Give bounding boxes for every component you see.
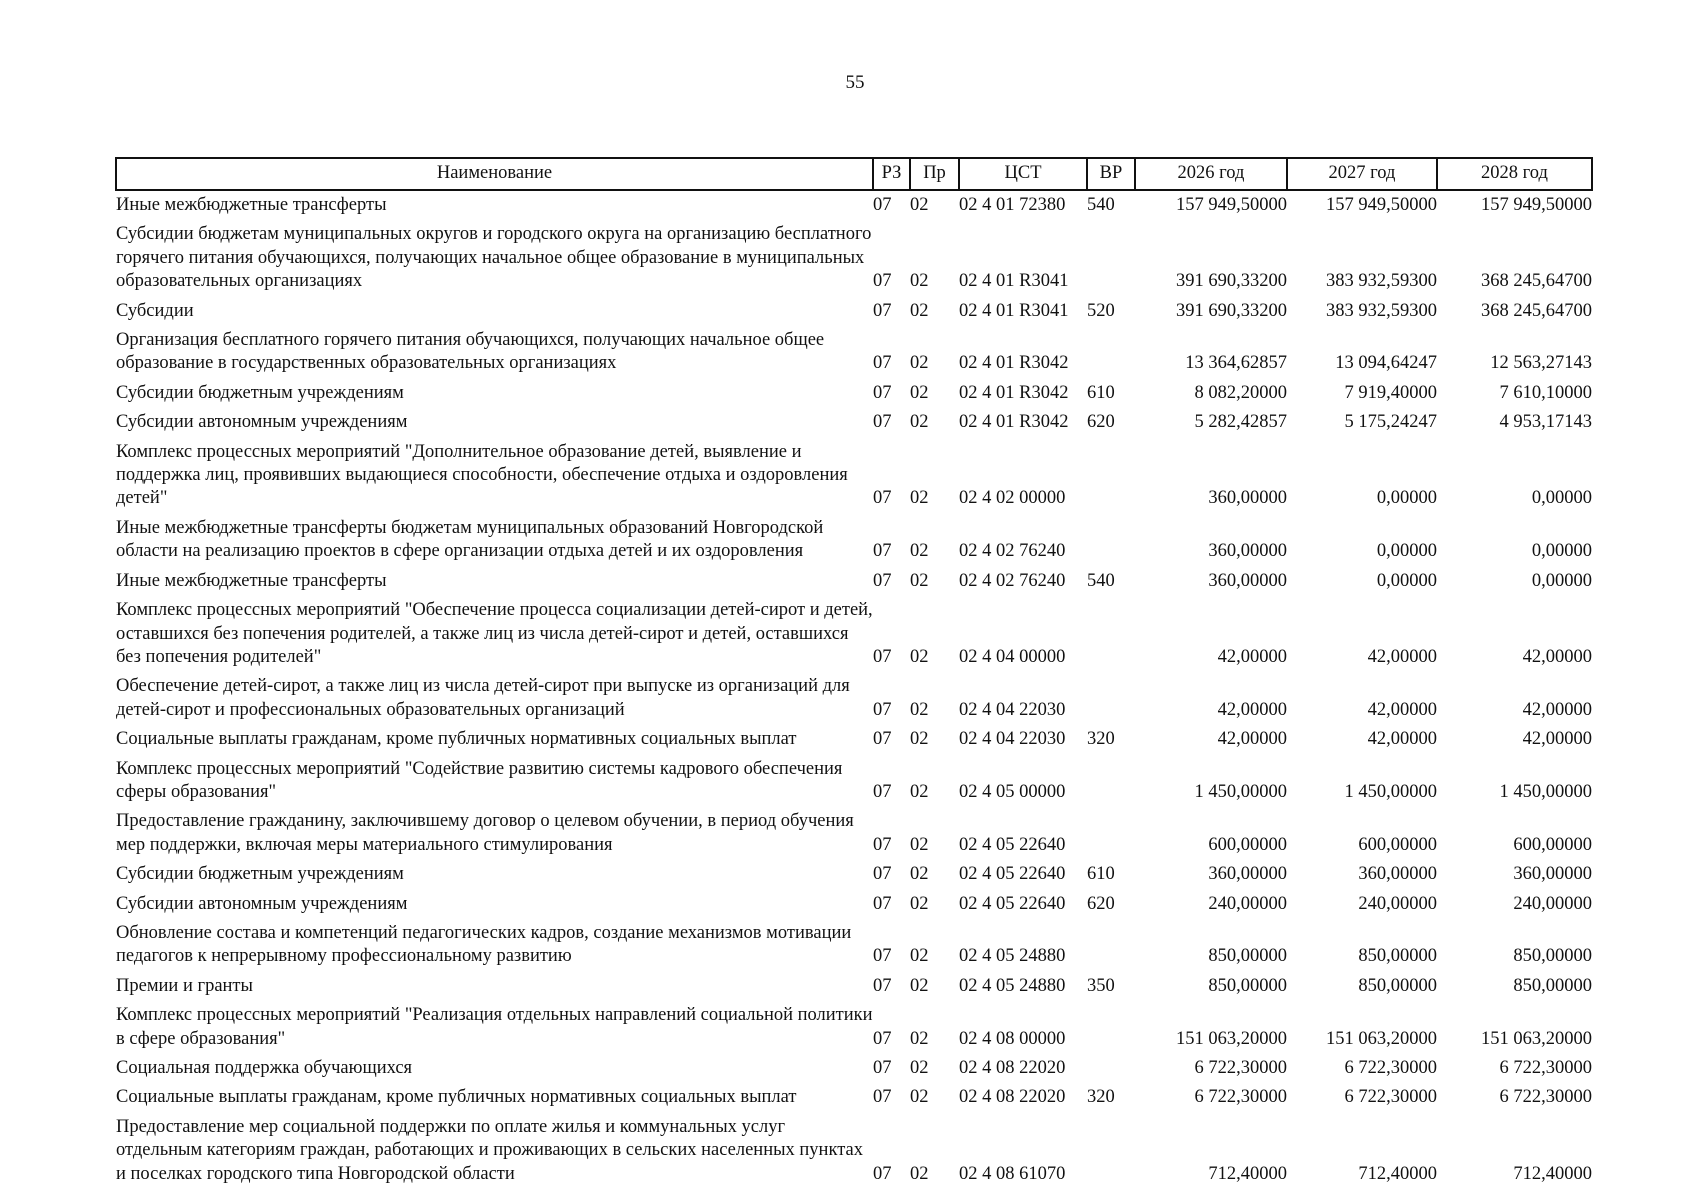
cell-2027: 0,00000	[1376, 488, 1437, 509]
cell-rz: 07	[873, 1028, 892, 1049]
cell-name: Субсидии автономным учреждениям	[116, 893, 408, 914]
cell-cst: 02 4 01 R3041	[959, 300, 1069, 321]
cell-vr	[1087, 517, 1135, 570]
table-row	[116, 223, 1592, 299]
cell-pr: 02	[910, 195, 929, 215]
cell-rz: 07	[873, 834, 892, 855]
header-2028: 2028 год	[1437, 158, 1592, 190]
cell-pr: 02	[910, 412, 929, 433]
cell-rz: 07	[873, 975, 892, 996]
cell-2028: 360,00000	[1513, 864, 1592, 885]
cell-2028: 600,00000	[1513, 834, 1592, 855]
table-row	[116, 1057, 1592, 1086]
cell-2028: 42,00000	[1522, 729, 1592, 750]
cell-2026: 151 063,20000	[1176, 1028, 1287, 1049]
cell-vr: 520	[1087, 300, 1115, 321]
table-row	[116, 411, 1592, 440]
cell-pr: 02	[910, 353, 929, 374]
table-header	[116, 158, 1592, 190]
cell-2027: 0,00000	[1376, 570, 1437, 591]
cell-2026: 240,00000	[1208, 893, 1287, 914]
cell-2027: 157 949,50000	[1326, 195, 1437, 215]
cell-rz: 07	[873, 1087, 892, 1108]
cell-pr: 02	[910, 1028, 929, 1049]
cell-2028: 157 949,50000	[1481, 195, 1592, 215]
header-pr: Пр	[910, 158, 959, 190]
cell-pr: 02	[910, 975, 929, 996]
cell-2028: 151 063,20000	[1481, 1028, 1592, 1049]
cell-name: Социальная поддержка обучающихся	[116, 1058, 413, 1078]
cell-2027: 42,00000	[1367, 646, 1437, 667]
table-row	[116, 599, 1592, 675]
cell-2027: 6 722,30000	[1344, 1087, 1437, 1108]
header-row	[116, 158, 1592, 190]
cell-cst: 02 4 05 24880	[959, 975, 1066, 996]
cell-vr: 620	[1087, 412, 1115, 433]
table-row	[116, 893, 1592, 922]
table-body	[116, 190, 1592, 1192]
cell-2027: 0,00000	[1376, 541, 1437, 562]
cell-2027: 13 094,64247	[1335, 353, 1437, 374]
cell-2026: 360,00000	[1208, 864, 1287, 885]
cell-name: Премии и гранты	[116, 975, 253, 996]
cell-2026: 6 722,30000	[1194, 1058, 1287, 1078]
cell-2028: 850,00000	[1513, 946, 1592, 967]
table-row	[116, 441, 1592, 517]
cell-name: Комплекс процессных мероприятий "Дополнительное образование детей, выявление и поддержка лиц, проявивших выдающиеся способности, обеспечение отдыха и оздоровления детей"	[116, 441, 848, 509]
cell-cst: 02 4 01 R3042	[959, 412, 1069, 433]
cell-vr: 540	[1087, 195, 1115, 215]
table-row	[116, 329, 1592, 382]
cell-vr	[1087, 441, 1135, 517]
cell-2026: 360,00000	[1208, 570, 1287, 591]
table-row	[116, 922, 1592, 975]
header-2027: 2027 год	[1287, 158, 1437, 190]
cell-2028: 850,00000	[1513, 975, 1592, 996]
cell-2027: 360,00000	[1358, 864, 1437, 885]
cell-rz: 07	[873, 412, 892, 433]
cell-2027: 1 450,00000	[1344, 781, 1437, 802]
cell-2028: 0,00000	[1531, 488, 1592, 509]
cell-name: Предоставление мер социальной поддержки по оплате жилья и коммунальных услуг отдельным категориям граждан, работающих и проживающих в сельских населенных пунктах и поселках городского типа Новгородской области	[116, 1116, 863, 1184]
cell-2027: 240,00000	[1358, 893, 1437, 914]
page-number: 55	[845, 72, 865, 93]
cell-name: Иные межбюджетные трансферты	[116, 195, 387, 215]
cell-2028: 42,00000	[1522, 699, 1592, 720]
table-row	[116, 517, 1592, 570]
cell-2028: 1 450,00000	[1499, 781, 1592, 802]
cell-2027: 383 932,59300	[1326, 300, 1437, 321]
cell-rz: 07	[873, 946, 892, 967]
cell-vr: 320	[1087, 1087, 1115, 1108]
cell-2027: 7 919,40000	[1344, 382, 1437, 403]
cell-rz: 07	[873, 729, 892, 750]
cell-cst: 02 4 05 22640	[959, 893, 1066, 914]
cell-name: Предоставление гражданину, заключившему договор о целевом обучении, в период обучения мер поддержки, включая меры материального стимулирования	[116, 811, 854, 855]
cell-pr: 02	[910, 781, 929, 802]
header-2026: 2026 год	[1135, 158, 1287, 190]
cell-name: Иные межбюджетные трансферты бюджетам муниципальных образований Новгородской области на реализацию проектов в сфере организации отдыха детей и их оздоровления	[116, 517, 824, 562]
cell-name: Комплекс процессных мероприятий "Обеспечение процесса социализации детей-сирот и детей, оставшихся без попечения родителей, а также лиц из числа детей-сирот и детей, оставшихся без попечения родителей"	[116, 600, 873, 667]
cell-vr	[1087, 675, 1135, 728]
cell-pr: 02	[910, 1058, 929, 1078]
cell-rz: 07	[873, 195, 892, 215]
cell-rz: 07	[873, 1058, 892, 1078]
cell-rz: 07	[873, 541, 892, 562]
cell-vr: 350	[1087, 975, 1115, 996]
cell-2027: 42,00000	[1367, 729, 1437, 750]
cell-pr: 02	[910, 893, 929, 914]
cell-2027: 151 063,20000	[1326, 1028, 1437, 1049]
cell-2027: 850,00000	[1358, 946, 1437, 967]
cell-2028: 0,00000	[1531, 541, 1592, 562]
cell-2026: 712,40000	[1208, 1163, 1287, 1184]
cell-cst: 02 4 08 22020	[959, 1058, 1066, 1078]
table-row	[116, 758, 1592, 811]
cell-cst: 02 4 02 00000	[959, 488, 1066, 509]
cell-name: Социальные выплаты гражданам, кроме публичных нормативных социальных выплат	[116, 1087, 797, 1108]
cell-2026: 600,00000	[1208, 834, 1287, 855]
cell-cst: 02 4 08 22020	[959, 1087, 1066, 1108]
cell-2028: 6 722,30000	[1499, 1087, 1592, 1108]
cell-rz: 07	[873, 864, 892, 885]
cell-2028: 240,00000	[1513, 893, 1592, 914]
cell-vr: 610	[1087, 864, 1115, 885]
cell-name: Субсидии	[116, 300, 194, 321]
cell-rz: 07	[873, 353, 892, 374]
table-row	[116, 810, 1592, 863]
cell-pr: 02	[910, 646, 929, 667]
cell-vr	[1087, 223, 1135, 299]
cell-2026: 42,00000	[1217, 699, 1287, 720]
cell-pr: 02	[910, 729, 929, 750]
cell-2027: 850,00000	[1358, 975, 1437, 996]
cell-rz: 07	[873, 300, 892, 321]
cell-2027: 600,00000	[1358, 834, 1437, 855]
cell-cst: 02 4 04 00000	[959, 646, 1066, 667]
cell-2027: 5 175,24247	[1344, 412, 1437, 433]
cell-cst: 02 4 01 R3042	[959, 382, 1069, 403]
cell-vr	[1087, 1057, 1135, 1086]
cell-pr: 02	[910, 488, 929, 509]
cell-2026: 42,00000	[1217, 729, 1287, 750]
cell-pr: 02	[910, 1163, 929, 1184]
cell-vr: 620	[1087, 893, 1115, 914]
cell-rz: 07	[873, 1163, 892, 1184]
cell-vr: 540	[1087, 570, 1115, 591]
cell-vr	[1087, 922, 1135, 975]
cell-2026: 5 282,42857	[1194, 412, 1287, 433]
cell-2026: 360,00000	[1208, 541, 1287, 562]
cell-pr: 02	[910, 541, 929, 562]
cell-name: Субсидии автономным учреждениям	[116, 412, 408, 433]
table-row	[116, 863, 1592, 892]
header-name: Наименование	[116, 158, 873, 190]
header-vr: ВР	[1087, 158, 1135, 190]
cell-2028: 712,40000	[1513, 1163, 1592, 1184]
table-row	[116, 1086, 1592, 1115]
cell-rz: 07	[873, 893, 892, 914]
cell-pr: 02	[910, 300, 929, 321]
budget-table	[115, 157, 1593, 1192]
cell-pr: 02	[910, 864, 929, 885]
table-row	[116, 1004, 1592, 1057]
cell-cst: 02 4 08 61070	[959, 1163, 1066, 1184]
cell-name: Субсидии бюджетам муниципальных округов и городского округа на организацию бесплатного горячего питания обучающихся, получающих начальное общее образование в муниципальных образовательных организациях	[116, 224, 872, 292]
table-row	[116, 300, 1592, 329]
cell-pr: 02	[910, 570, 929, 591]
cell-cst: 02 4 08 00000	[959, 1028, 1066, 1049]
cell-2026: 42,00000	[1217, 646, 1287, 667]
cell-vr: 320	[1087, 729, 1115, 750]
cell-pr: 02	[910, 271, 929, 292]
cell-vr	[1087, 599, 1135, 675]
cell-2027: 42,00000	[1367, 699, 1437, 720]
cell-name: Организация бесплатного горячего питания обучающихся, получающих начальное общее образование в государственных образовательных организациях	[116, 330, 825, 374]
cell-cst: 02 4 05 22640	[959, 834, 1066, 855]
cell-2027: 6 722,30000	[1344, 1058, 1437, 1078]
table-row	[116, 190, 1592, 223]
table-row	[116, 570, 1592, 599]
cell-cst: 02 4 05 22640	[959, 864, 1066, 885]
table-row	[116, 975, 1592, 1004]
cell-cst: 02 4 02 76240	[959, 570, 1066, 591]
cell-vr	[1087, 810, 1135, 863]
cell-cst: 02 4 01 R3042	[959, 353, 1069, 374]
table-row	[116, 675, 1592, 728]
cell-2026: 6 722,30000	[1194, 1087, 1287, 1108]
header-cst: ЦСТ	[959, 158, 1087, 190]
cell-rz: 07	[873, 646, 892, 667]
cell-cst: 02 4 02 76240	[959, 541, 1066, 562]
cell-name: Комплекс процессных мероприятий "Реализация отдельных направлений социальной политики в сфере образования"	[116, 1005, 873, 1049]
cell-pr: 02	[910, 1087, 929, 1108]
cell-cst: 02 4 04 22030	[959, 699, 1066, 720]
cell-vr	[1087, 1116, 1135, 1192]
cell-2027: 383 932,59300	[1326, 271, 1437, 292]
cell-2028: 4 953,17143	[1499, 412, 1592, 433]
cell-rz: 07	[873, 488, 892, 509]
cell-name: Иные межбюджетные трансферты	[116, 570, 387, 591]
cell-2026: 391 690,33200	[1176, 300, 1287, 321]
cell-pr: 02	[910, 382, 929, 403]
cell-pr: 02	[910, 834, 929, 855]
cell-vr	[1087, 758, 1135, 811]
table-row	[116, 382, 1592, 411]
cell-name: Обновление состава и компетенций педагогических кадров, создание механизмов мотивации педагогов к непрерывному профессиональному развитию	[116, 922, 852, 967]
cell-2028: 368 245,64700	[1481, 271, 1592, 292]
cell-2028: 368 245,64700	[1481, 300, 1592, 321]
cell-cst: 02 4 04 22030	[959, 729, 1066, 750]
cell-name: Комплекс процессных мероприятий "Содействие развитию системы кадрового обеспечения сферы образования"	[116, 758, 843, 802]
cell-rz: 07	[873, 570, 892, 591]
cell-rz: 07	[873, 781, 892, 802]
cell-cst: 02 4 05 24880	[959, 946, 1066, 967]
cell-2028: 7 610,10000	[1499, 382, 1592, 403]
table-row	[116, 1116, 1592, 1192]
cell-rz: 07	[873, 271, 892, 292]
cell-2028: 6 722,30000	[1499, 1058, 1592, 1078]
cell-2026: 360,00000	[1208, 488, 1287, 509]
cell-cst: 02 4 01 72380	[959, 195, 1066, 215]
cell-vr	[1087, 1004, 1135, 1057]
cell-cst: 02 4 05 00000	[959, 781, 1066, 802]
cell-2026: 850,00000	[1208, 946, 1287, 967]
cell-rz: 07	[873, 382, 892, 403]
cell-2026: 13 364,62857	[1185, 353, 1287, 374]
cell-2026: 850,00000	[1208, 975, 1287, 996]
cell-pr: 02	[910, 946, 929, 967]
cell-2026: 157 949,50000	[1176, 195, 1287, 215]
cell-name: Обеспечение детей-сирот, а также лиц из числа детей-сирот при выпуске из организаций для детей-сирот и профессиональных образовательных организаций	[116, 676, 850, 720]
cell-2026: 8 082,20000	[1194, 382, 1287, 403]
cell-name: Субсидии бюджетным учреждениям	[116, 864, 404, 885]
cell-2026: 1 450,00000	[1194, 781, 1287, 802]
cell-rz: 07	[873, 699, 892, 720]
cell-2028: 0,00000	[1531, 570, 1592, 591]
cell-2028: 12 563,27143	[1490, 353, 1592, 374]
cell-vr	[1087, 329, 1135, 382]
cell-cst: 02 4 01 R3041	[959, 271, 1069, 292]
cell-name: Субсидии бюджетным учреждениям	[116, 382, 404, 403]
cell-2028: 42,00000	[1522, 646, 1592, 667]
cell-2027: 712,40000	[1358, 1163, 1437, 1184]
cell-vr: 610	[1087, 382, 1115, 403]
header-rz: РЗ	[873, 158, 910, 190]
cell-2026: 391 690,33200	[1176, 271, 1287, 292]
cell-pr: 02	[910, 699, 929, 720]
table-row	[116, 728, 1592, 757]
cell-name: Социальные выплаты гражданам, кроме публичных нормативных социальных выплат	[116, 729, 797, 750]
